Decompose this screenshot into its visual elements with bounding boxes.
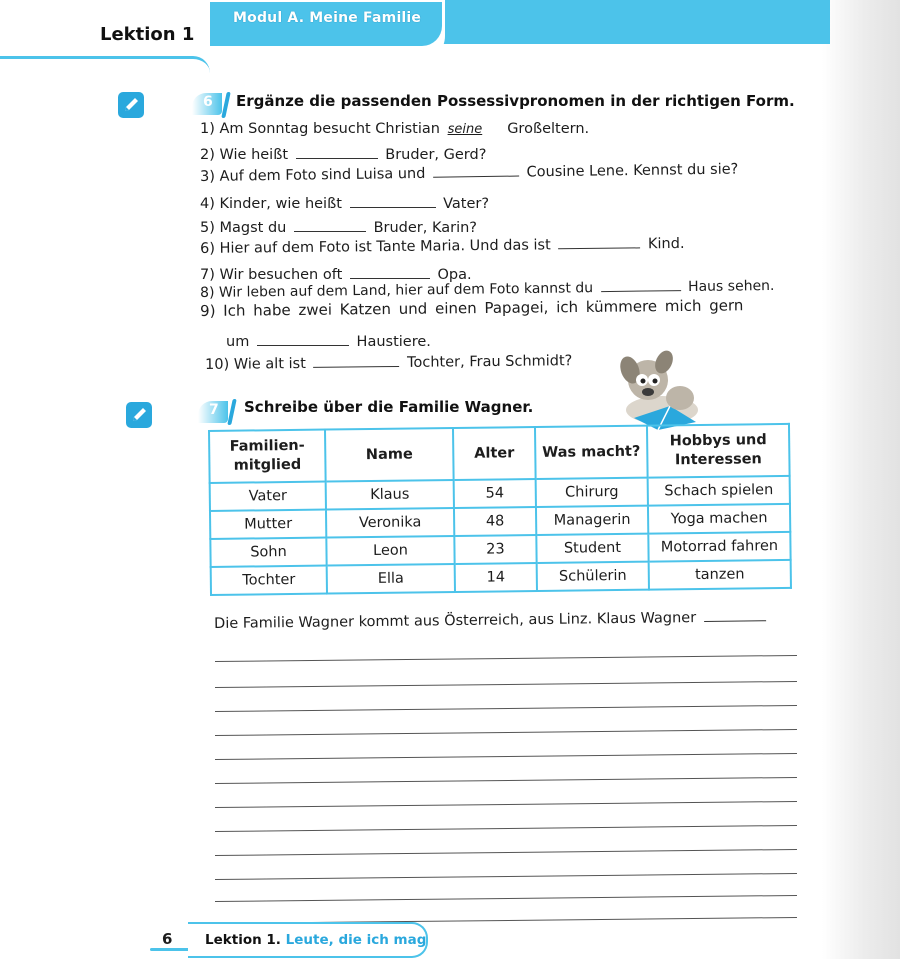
ex6-line-10 (205, 352, 572, 373)
reading-dog-illustration (612, 348, 712, 430)
answer-blank[interactable] (313, 354, 399, 368)
exercise-6-title: Ergänze die passenden Possessivpronomen in der richtigen Form. (236, 92, 795, 110)
table-header: Name (325, 428, 454, 482)
line-text: Haustiere. (356, 334, 431, 350)
line-text: Cousine Lene. Kennst du sie? (526, 161, 739, 181)
line-text: Großeltern. (507, 121, 590, 137)
table-cell: Veronika (326, 508, 454, 538)
ex7-text-start (214, 608, 769, 632)
table-header-row (209, 424, 790, 483)
ex6-line-9-cont (226, 333, 431, 350)
table-row (211, 560, 791, 595)
answer-blank[interactable] (433, 164, 519, 178)
answer-blank[interactable] (350, 195, 436, 208)
line-text: 3) Auf dem Foto sind Luisa und (200, 165, 426, 185)
table-cell: Mutter (210, 510, 326, 539)
table-cell: Vater (210, 482, 326, 511)
table-cell: Leon (326, 536, 454, 566)
table-cell: 14 (455, 563, 537, 592)
table-cell: Tochter (211, 566, 327, 595)
line-text: Haus sehen. (687, 277, 775, 296)
table-cell: Sohn (210, 538, 326, 567)
table-cell: 54 (454, 479, 536, 508)
line-text: 5) Magst du (200, 220, 287, 236)
table-cell: Schach spielen (648, 476, 790, 506)
line-text: Bruder, Karin? (373, 220, 477, 236)
table-cell: Ella (327, 564, 455, 594)
writing-line[interactable] (215, 705, 797, 712)
line-text: 1) Am Sonntag besucht Christian (200, 121, 440, 137)
line-text: Kind. (647, 235, 685, 253)
answer-example: seine (447, 122, 483, 137)
line-text: 6) Hier auf dem Foto ist Tante Maria. Und das ist (200, 237, 551, 257)
line-text: Die Familie Wagner kommt aus Österreich, aus Linz. Klaus Wagner (214, 610, 697, 632)
answer-blank[interactable] (704, 608, 766, 622)
answer-blank[interactable] (350, 266, 430, 279)
table-cell: 23 (454, 535, 536, 564)
pencil-icon (126, 402, 152, 428)
line-text: 10) Wie alt ist (205, 355, 306, 373)
answer-blank[interactable] (448, 121, 500, 137)
table-cell: Motorrad fahren (648, 532, 790, 562)
footer-lektion-title: Leute, die ich mag (285, 932, 427, 948)
line-text: Opa. (437, 267, 472, 283)
table-header: Alter (453, 427, 536, 480)
table-cell: Student (536, 534, 648, 563)
table-cell: Schülerin (537, 562, 649, 591)
ex6-line-6 (200, 235, 685, 257)
writing-line[interactable] (215, 801, 797, 808)
line-text: 7) Wir besuchen oft (200, 267, 343, 283)
answer-blank[interactable] (257, 333, 349, 346)
table-cell: tanzen (649, 560, 791, 590)
ex6-line-4 (200, 195, 489, 212)
exercise-7-title: Schreibe über die Familie Wagner. (244, 398, 534, 416)
table-header: Was macht? (535, 426, 648, 479)
line-text: 2) Wie heißt (200, 147, 289, 163)
table-header: Familien- mitglied (209, 430, 326, 483)
writing-line[interactable] (215, 681, 797, 688)
page-gutter-shadow (822, 0, 900, 959)
table-cell: Yoga machen (648, 504, 790, 534)
exercise-6-number: 6 (203, 94, 213, 110)
line-text: 8) Wir leben auf dem Land, hier auf dem Foto kannst du (200, 280, 594, 301)
writing-line[interactable] (215, 825, 797, 832)
modul-label: Modul A. Meine Familie (233, 10, 422, 26)
writing-line[interactable] (215, 849, 797, 856)
exercise-6-divider (221, 92, 231, 118)
line-text: um (226, 334, 250, 350)
ex6-line-2 (200, 146, 486, 163)
line-text: Tochter, Frau Schmidt? (406, 353, 573, 371)
line-text: Vater? (443, 196, 490, 212)
writing-line[interactable] (215, 895, 797, 902)
writing-line[interactable] (215, 655, 797, 662)
lektion-label: Lektion 1 (100, 24, 195, 45)
footer-lektion: Lektion 1. (205, 932, 281, 948)
table-cell: 48 (454, 507, 536, 536)
ex6-line-5 (200, 219, 477, 236)
answer-blank[interactable] (558, 235, 640, 249)
answer-blank[interactable] (294, 219, 366, 232)
exercise-7-divider (227, 399, 237, 425)
line-text: Bruder, Gerd? (385, 147, 487, 163)
writing-line[interactable] (215, 873, 797, 880)
page-number: 6 (162, 930, 173, 948)
exercise-7-number: 7 (209, 402, 219, 418)
footer-title (205, 932, 426, 948)
table-cell: Managerin (536, 506, 648, 535)
table-cell: Klaus (326, 480, 454, 510)
pencil-icon (118, 92, 144, 118)
header-curve (0, 56, 210, 73)
ex6-line-1 (200, 121, 589, 137)
answer-blank[interactable] (600, 278, 680, 292)
table-header: Hobbys und Interessen (647, 424, 790, 478)
line-text: 4) Kinder, wie heißt (200, 196, 342, 212)
answer-blank[interactable] (296, 146, 378, 159)
writing-line[interactable] (215, 753, 797, 760)
table-cell: Chirurg (536, 478, 648, 507)
family-table (208, 423, 792, 596)
writing-line[interactable] (215, 729, 797, 736)
writing-line[interactable] (215, 777, 797, 784)
ex6-line-3 (200, 160, 738, 185)
line-text: 9) Ich habe zwei Katzen und einen Papagei, ich kümmere mich gern (200, 296, 744, 320)
